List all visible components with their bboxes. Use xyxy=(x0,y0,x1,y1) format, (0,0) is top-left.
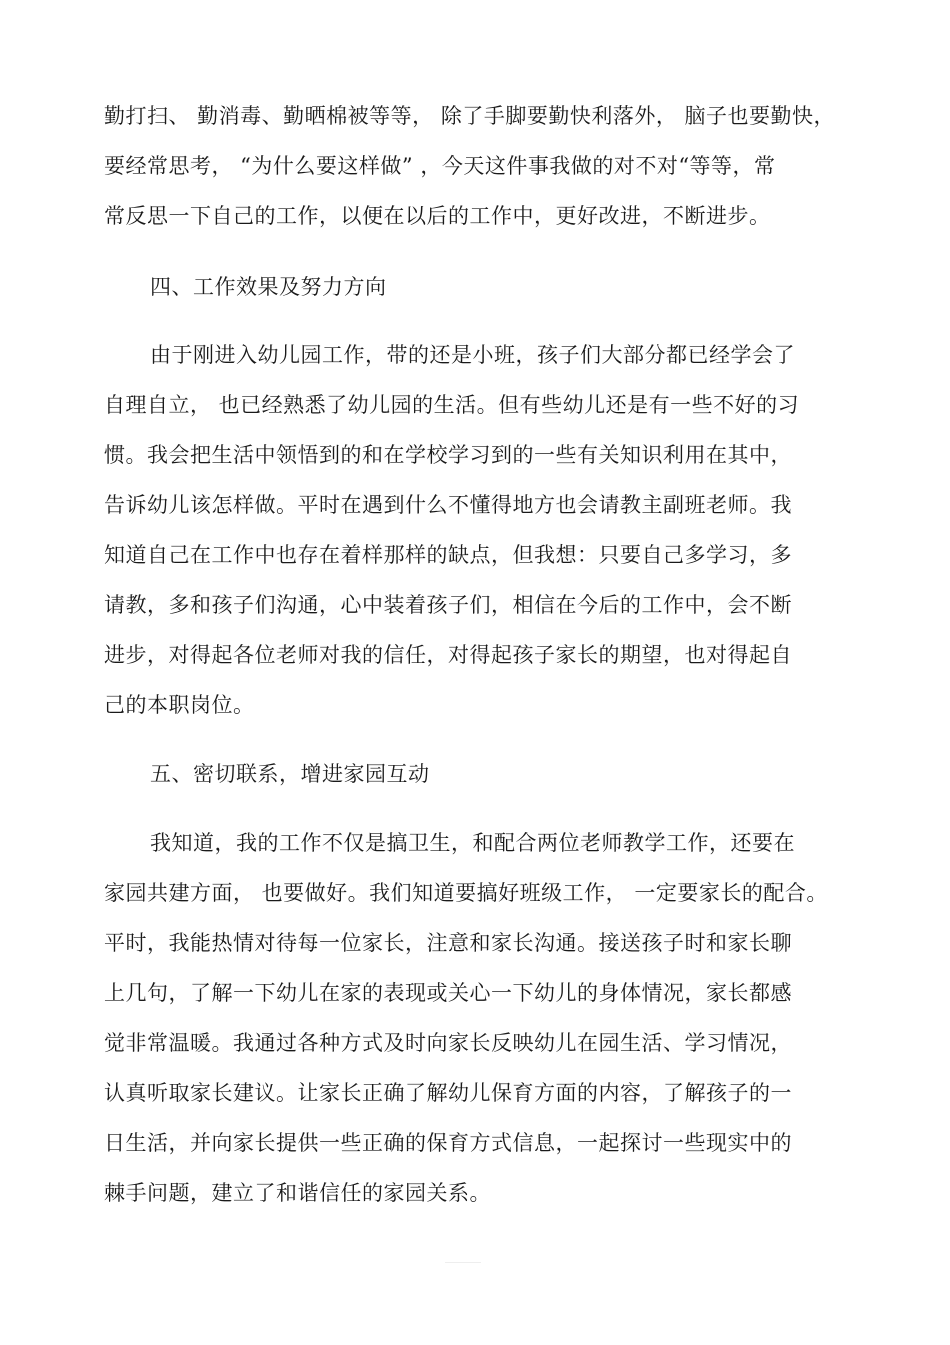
paragraph-line: 平时，我能热情对待每一位家长，注意和家长沟通。接送孩子时和家长聊 xyxy=(104,931,792,955)
paragraph-line: 要经常思考， “为什么要这样做” ，今天这件事我做的对不对“等等，常 xyxy=(104,154,776,178)
paragraph-line: 惯。我会把生活中领悟到的和在学校学习到的一些有关知识利用在其中， xyxy=(104,443,792,467)
paragraph-line: 进步，对得起各位老师对我的信任，对得起孩子家长的期望，也对得起自 xyxy=(104,643,792,667)
paragraph-line: 自理自立， 也已经熟悉了幼儿园的生活。但有些幼儿还是有一些不好的习 xyxy=(104,393,800,417)
paragraph-line: 上几句，了解一下幼儿在家的表现或关心一下幼儿的身体情况，家长都感 xyxy=(104,981,792,1005)
paragraph-line: 棘手问题，建立了和谐信任的家园关系。 xyxy=(104,1181,491,1205)
paragraph-line: 告诉幼儿该怎样做。平时在遇到什么不懂得地方也会请教主副班老师。我 xyxy=(104,493,792,517)
paragraph-line: 家园共建方面， 也要做好。我们知道要搞好班级工作， 一定要家长的配合。 xyxy=(104,881,828,905)
paragraph-line: 认真听取家长建议。让家长正确了解幼儿保育方面的内容，了解孩子的一 xyxy=(104,1081,792,1105)
paragraph-line: 觉非常温暖。我通过各种方式及时向家长反映幼儿在园生活、学习情况， xyxy=(104,1031,792,1055)
paragraph-line: 我知道，我的工作不仅是搞卫生，和配合两位老师教学工作，还要在 xyxy=(150,831,795,855)
paragraph-line: 由于刚进入幼儿园工作，带的还是小班，孩子们大部分都已经学会了 xyxy=(150,343,795,367)
paragraph-line: 勤打扫、 勤消毒、勤晒棉被等等， 除了手脚要勤快利落外， 脑子也要勤快， xyxy=(104,104,836,128)
paragraph-line: 日生活，并向家长提供一些正确的保育方式信息，一起探讨一些现实中的 xyxy=(104,1131,792,1155)
paragraph-line: 知道自己在工作中也存在着样那样的缺点，但我想：只要自己多学习，多 xyxy=(104,543,792,567)
section-heading: 五、密切联系，增进家园互动 xyxy=(150,762,430,786)
paragraph-line: 请教，多和孩子们沟通，心中装着孩子们，相信在今后的工作中，会不断 xyxy=(104,593,792,617)
paragraph-line: 己的本职岗位。 xyxy=(104,693,255,717)
page-divider xyxy=(445,1262,481,1263)
paragraph-line: 常反思一下自己的工作，以便在以后的工作中，更好改进，不断进步。 xyxy=(104,204,771,228)
section-heading: 四、工作效果及努力方向 xyxy=(150,275,387,299)
